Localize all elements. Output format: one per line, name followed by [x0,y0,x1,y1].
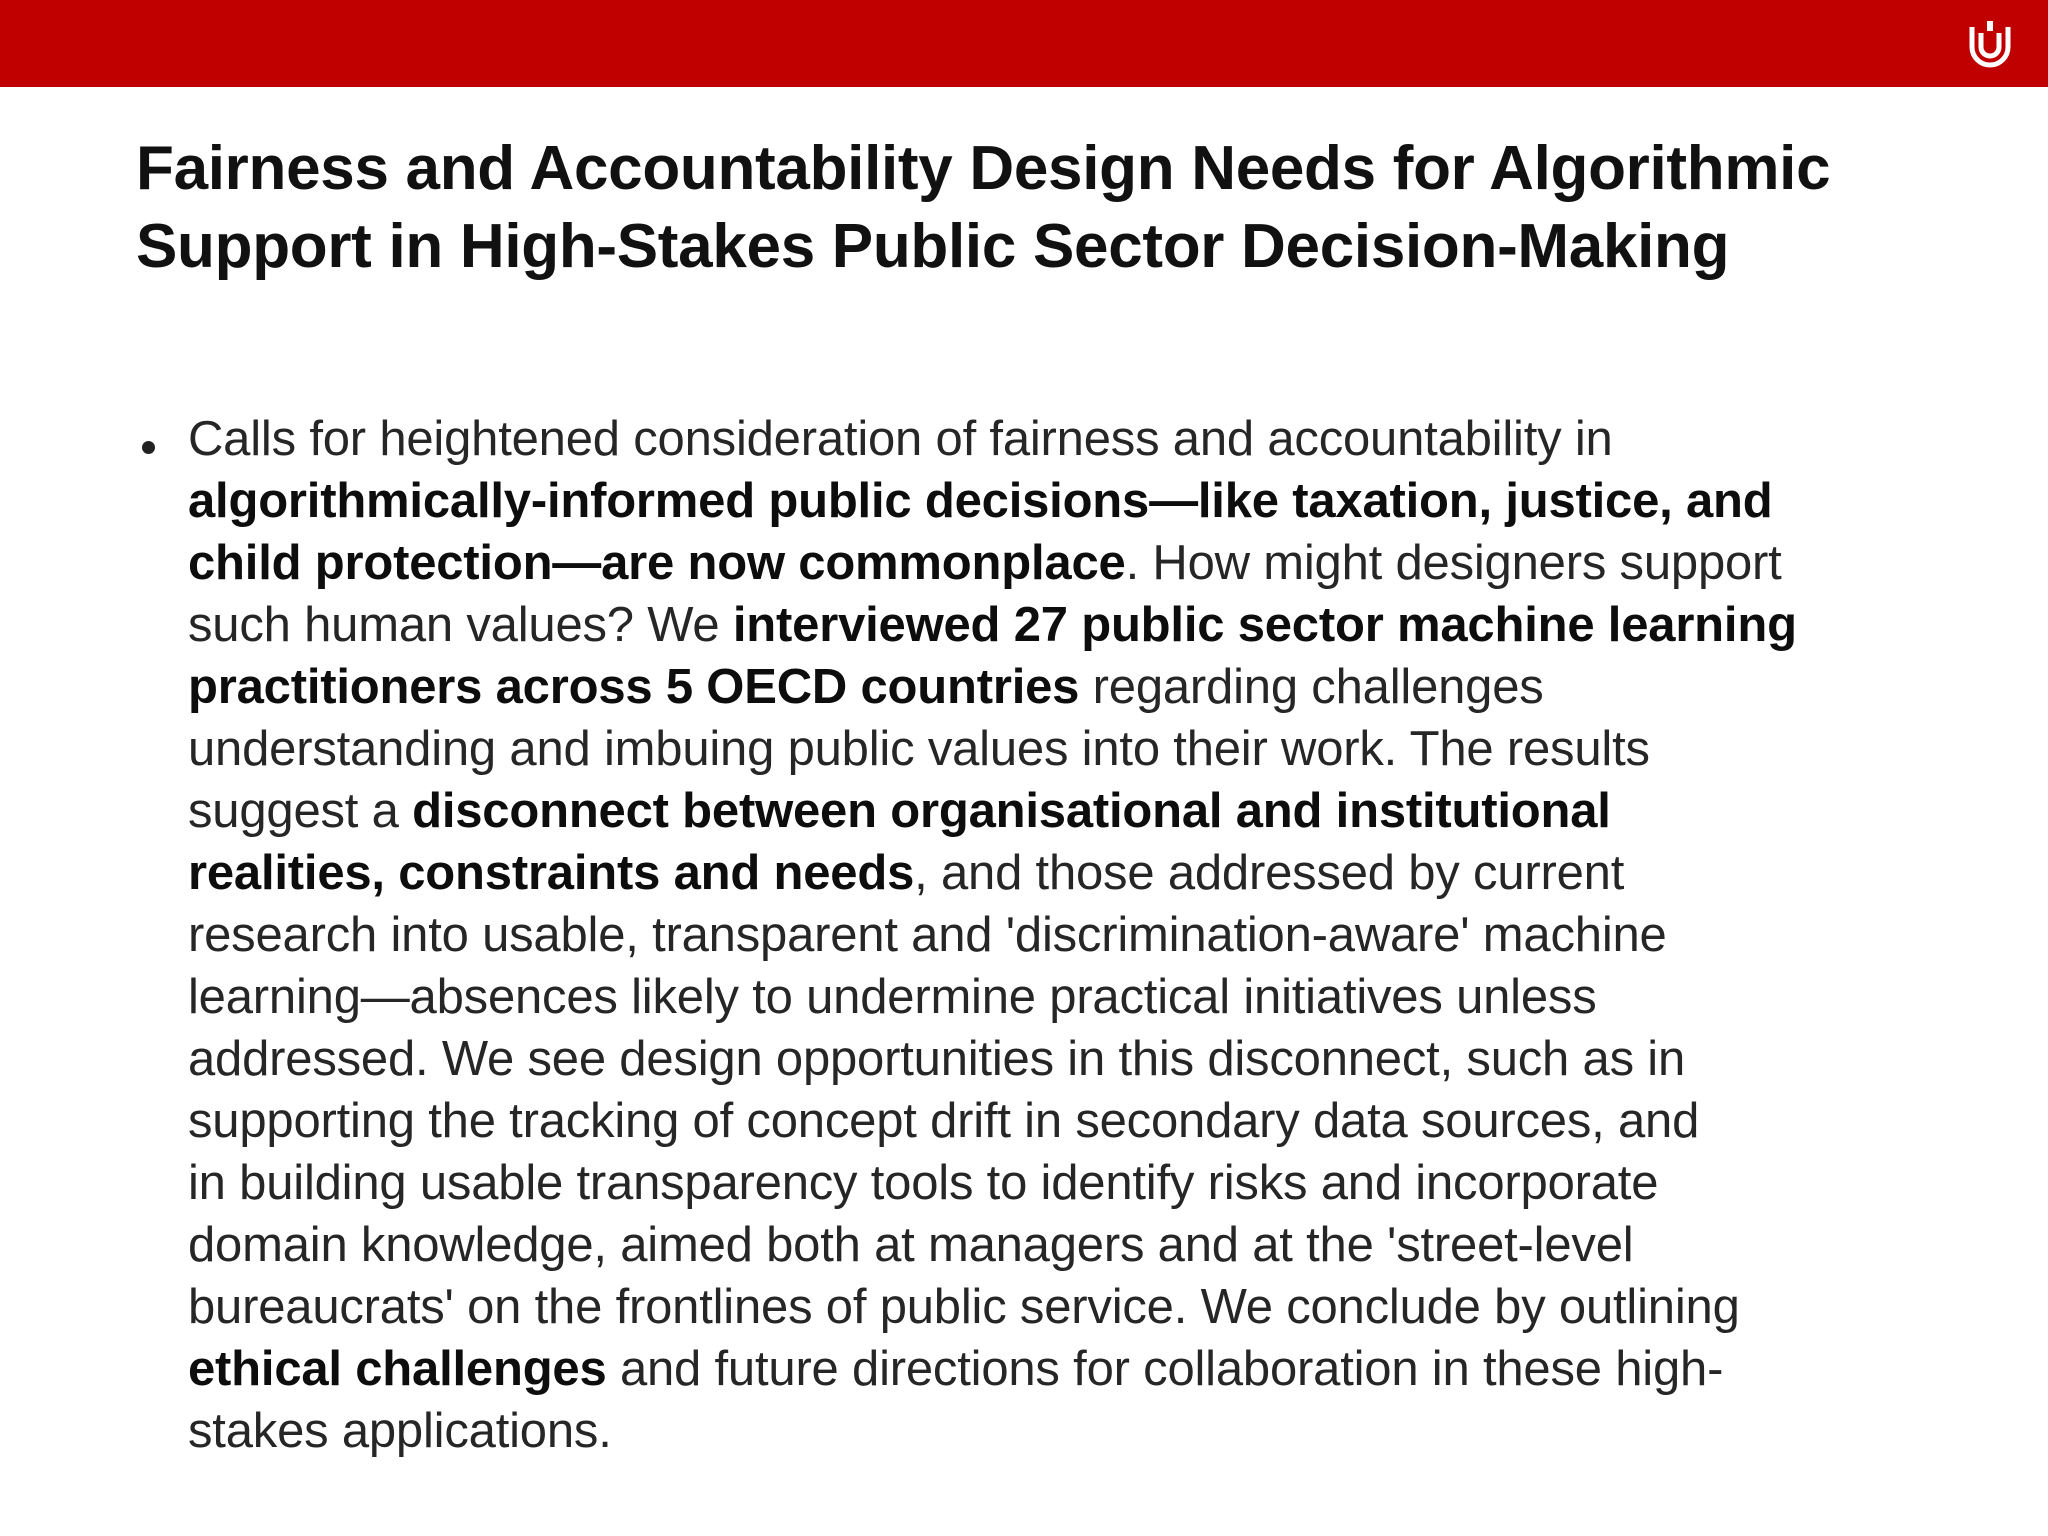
body-text: addressed. We see design opportunities in this disconnect, such as in [188,1032,1686,1086]
body-text: understanding and imbuing public values into their work. The results [188,722,1650,776]
body-text: such human values? We [188,598,733,652]
abstract-line [188,1338,1896,1400]
abstract-line [188,1090,1896,1152]
body-text: stakes applications. [188,1404,612,1458]
university-logo-icon [1962,17,2018,73]
abstract-line [188,1214,1896,1276]
abstract-line [188,718,1896,780]
body-text: learning—absences likely to undermine practical initiatives unless [188,970,1597,1024]
body-text: suggest a [188,784,413,838]
emphasized-text: realities, constraints and needs [188,846,915,900]
body-text: and future directions for collaboration in these high- [606,1342,1724,1396]
abstract-line [188,1028,1896,1090]
emphasized-text: ethical challenges [188,1342,607,1396]
abstract-line [188,408,1896,470]
abstract-line [188,1276,1896,1338]
abstract-line [188,470,1896,532]
title-line: Fairness and Accountability Design Needs for Algorithmic [136,134,1831,203]
abstract-line [188,780,1896,842]
abstract-bullet [136,408,1896,1462]
top-header-bar [0,0,2048,87]
body-text: bureaucrats' on the frontlines of public service. We conclude by outlining [188,1280,1740,1334]
body-text: research into usable, transparent and 'discrimination-aware' machine [188,908,1667,962]
emphasized-text: interviewed 27 public sector machine learning [732,598,1797,652]
emphasized-text: disconnect between organisational and institutional [412,784,1611,838]
body-text: Calls for heightened consideration of fairness and accountability in [188,412,1613,466]
abstract-line [188,904,1896,966]
emphasized-text: practitioners across 5 OECD countries [188,660,1080,714]
body-text: regarding challenges [1079,660,1544,714]
abstract-line [188,842,1896,904]
abstract-line [188,656,1896,718]
abstract-text [188,408,1896,1462]
title-line: Support in High-Stakes Public Sector Decision-Making [136,212,1730,281]
abstract-line [188,1152,1896,1214]
bullet-point-icon [142,441,155,454]
body-text: domain knowledge, aimed both at managers and at the 'street-level [188,1218,1634,1272]
abstract-line [188,966,1896,1028]
emphasized-text: algorithmically-informed public decisions—like taxation, justice, and [188,474,1773,528]
abstract-line [188,594,1896,656]
body-text: in building usable transparency tools to identify risks and incorporate [188,1156,1659,1210]
abstract-line [188,532,1896,594]
abstract-line [188,1400,1896,1462]
body-text: supporting the tracking of concept drift in secondary data sources, and [188,1094,1700,1148]
body-text: , and those addressed by current [914,846,1625,900]
emphasized-text: child protection—are now commonplace [188,536,1126,590]
slide-title [136,130,1936,286]
body-text: . How might designers support [1125,536,1782,590]
